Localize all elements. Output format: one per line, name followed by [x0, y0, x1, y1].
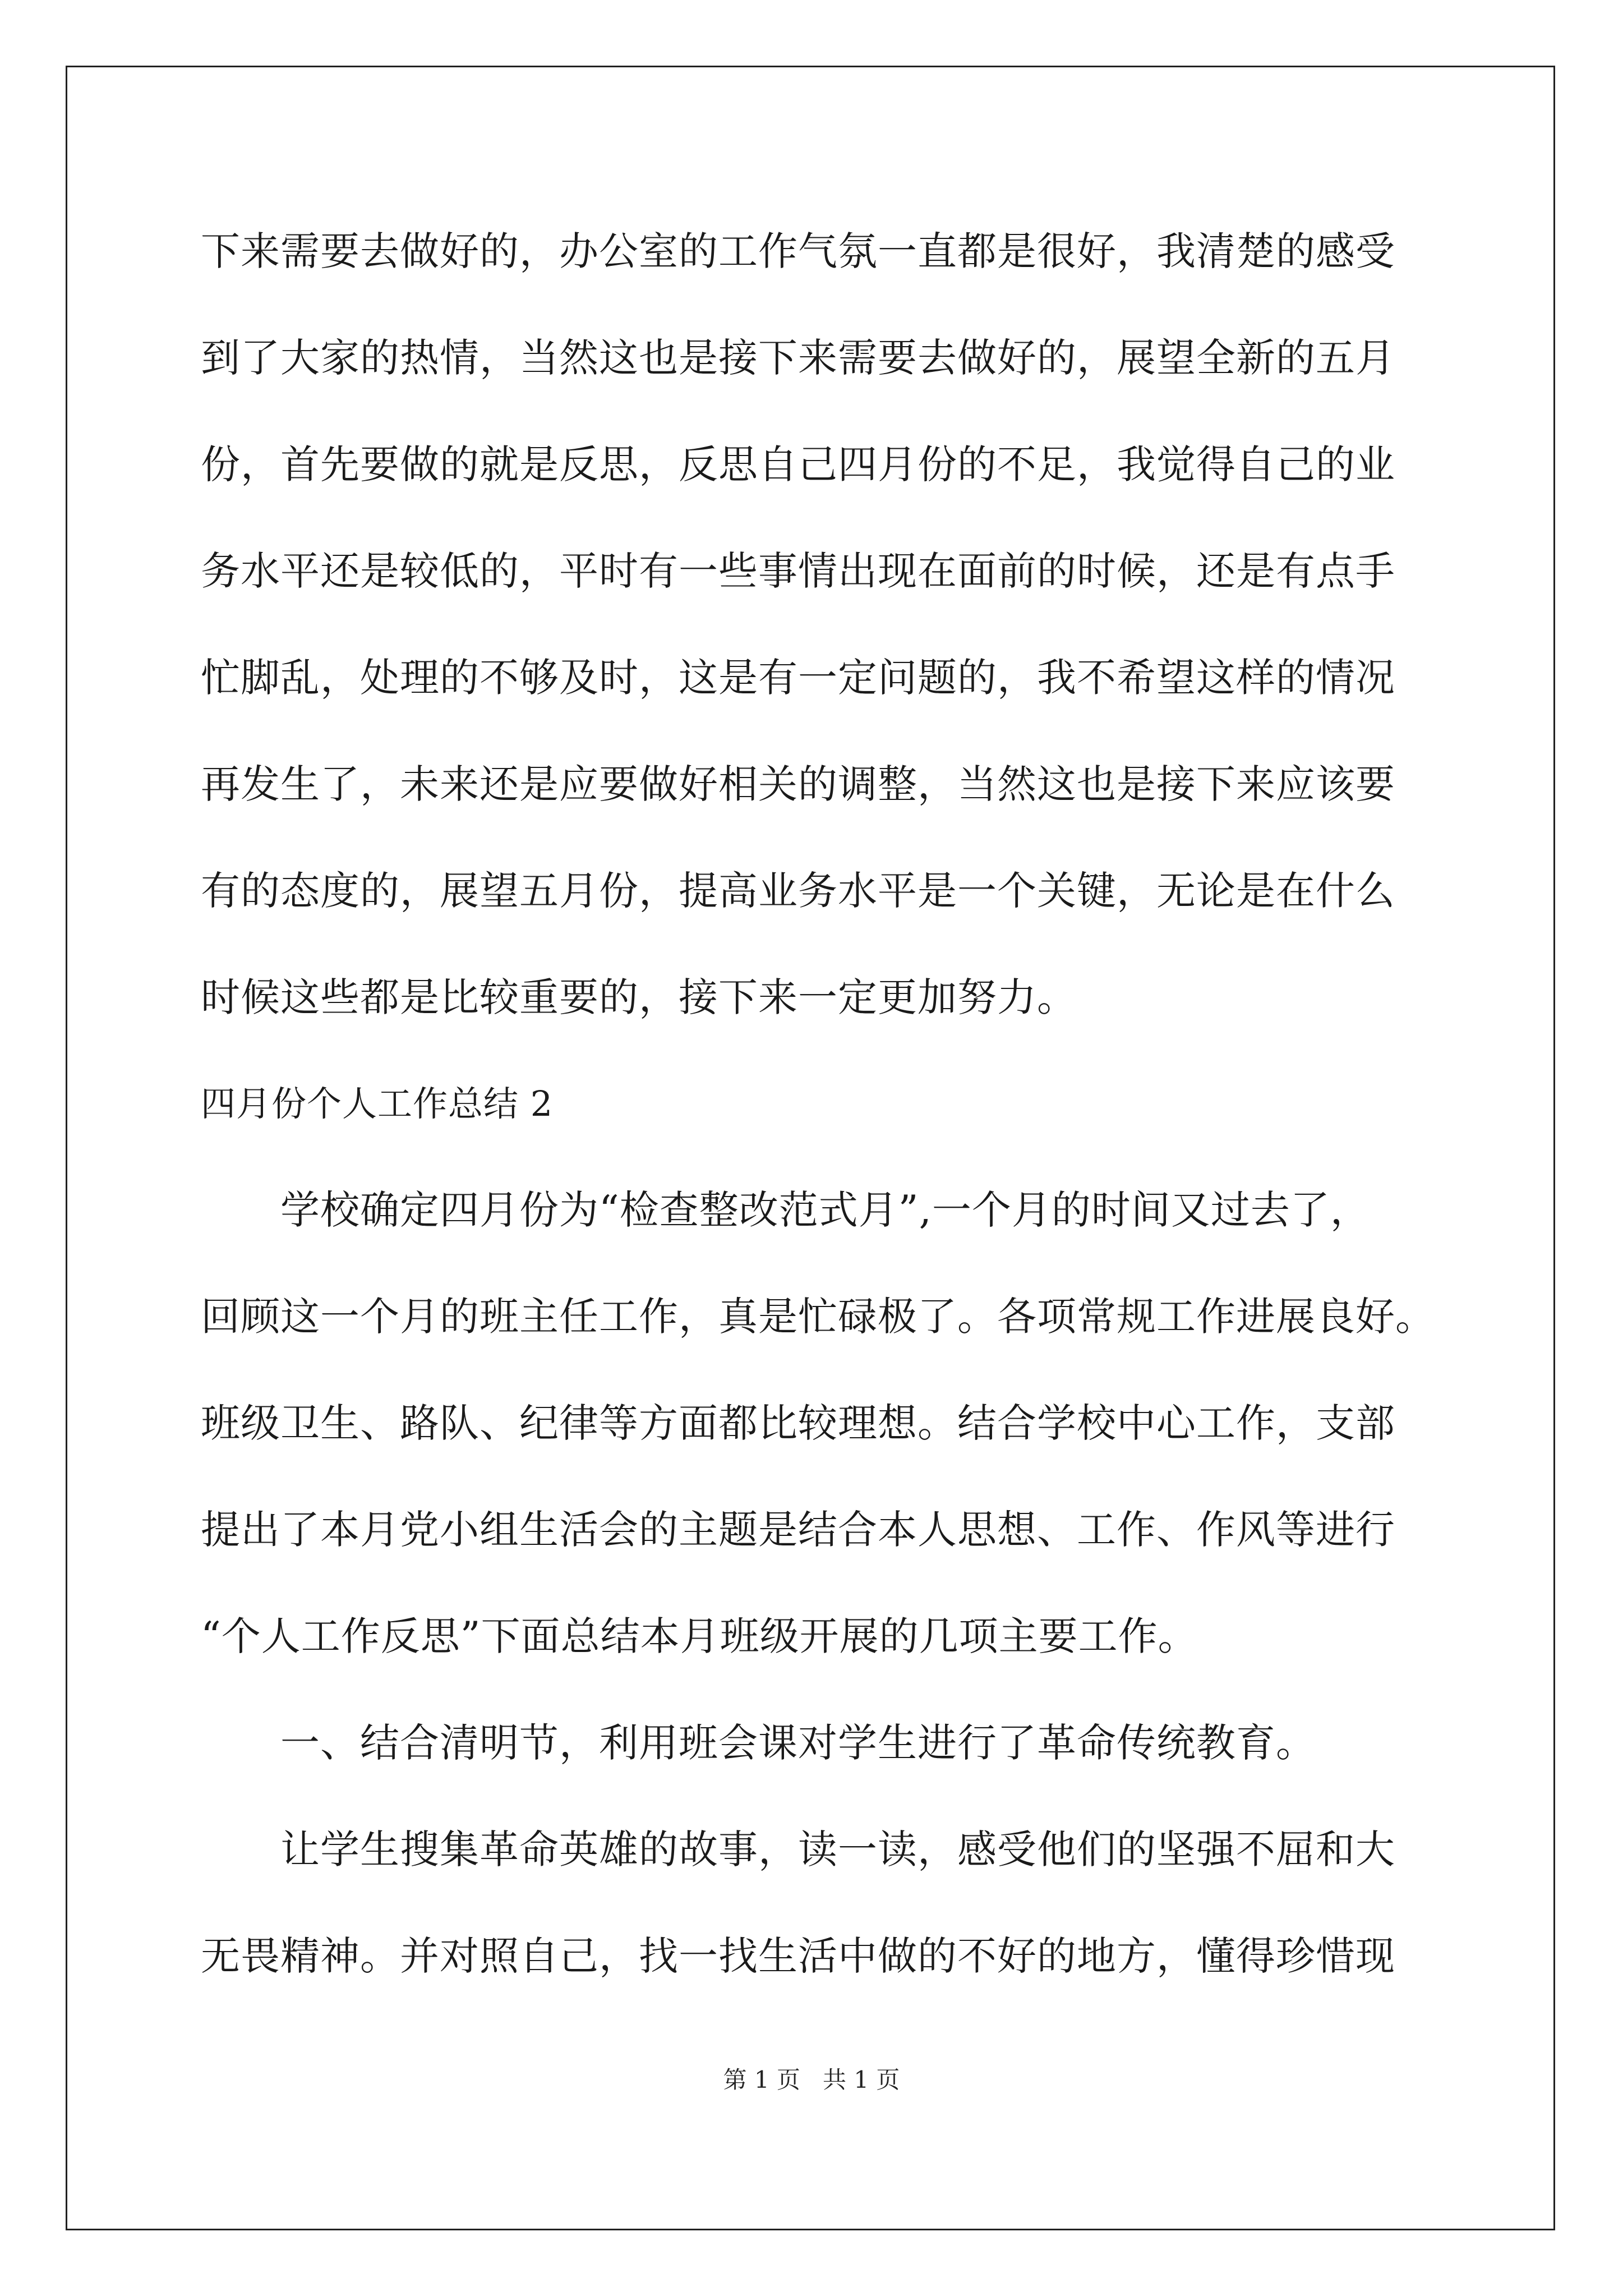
- body-line: “个人工作反思”下面总结本月班级开展的几项主要工作。: [201, 1613, 1198, 1659]
- body-line: 班级卫生、路队、纪律等方面都比较理想。结合学校中心工作，支部: [201, 1400, 1395, 1446]
- page-total: 共 1 页: [823, 2066, 900, 2093]
- page-footer: [0, 2064, 1623, 2096]
- body-line: 无畏精神。并对照自己，找一找生活中做的不好的地方，懂得珍惜现: [201, 1933, 1395, 1979]
- page-border: [66, 66, 1555, 2230]
- body-line: 到了大家的热情，当然这也是接下来需要去做好的，展望全新的五月: [201, 335, 1395, 381]
- body-line: 提出了本月党小组生活会的主题是结合本人思想、工作、作风等进行: [201, 1507, 1395, 1553]
- body-line: 再发生了，未来还是应要做好相关的调整，当然这也是接下来应该要: [201, 761, 1395, 807]
- body-line: 份，首先要做的就是反思，反思自己四月份的不足，我觉得自己的业: [201, 441, 1395, 487]
- body-line: 学校确定四月份为“检查整改范式月”,一个月的时间又过去了，: [201, 1187, 1370, 1233]
- page-number: 第 1 页: [723, 2066, 800, 2093]
- body-line: 有的态度的，展望五月份，提高业务水平是一个关键，无论是在什么: [201, 868, 1395, 914]
- section-heading: 四月份个人工作总结 2: [201, 1083, 554, 1124]
- body-line: 务水平还是较低的，平时有一些事情出现在面前的时候，还是有点手: [201, 548, 1395, 594]
- body-line: 回顾这一个月的班主任工作，真是忙碌极了。各项常规工作进展良好。: [201, 1294, 1435, 1340]
- body-line: 让学生搜集革命英雄的故事，读一读，感受他们的坚强不屈和大: [201, 1826, 1395, 1872]
- body-line: 时候这些都是比较重要的，接下来一定更加努力。: [201, 974, 1077, 1020]
- body-line: 忙脚乱，处理的不够及时，这是有一定问题的，我不希望这样的情况: [201, 655, 1395, 701]
- body-line: 下来需要去做好的，办公室的工作气氛一直都是很好，我清楚的感受: [201, 228, 1395, 274]
- body-line: 一、结合清明节，利用班会课对学生进行了革命传统教育。: [201, 1720, 1316, 1766]
